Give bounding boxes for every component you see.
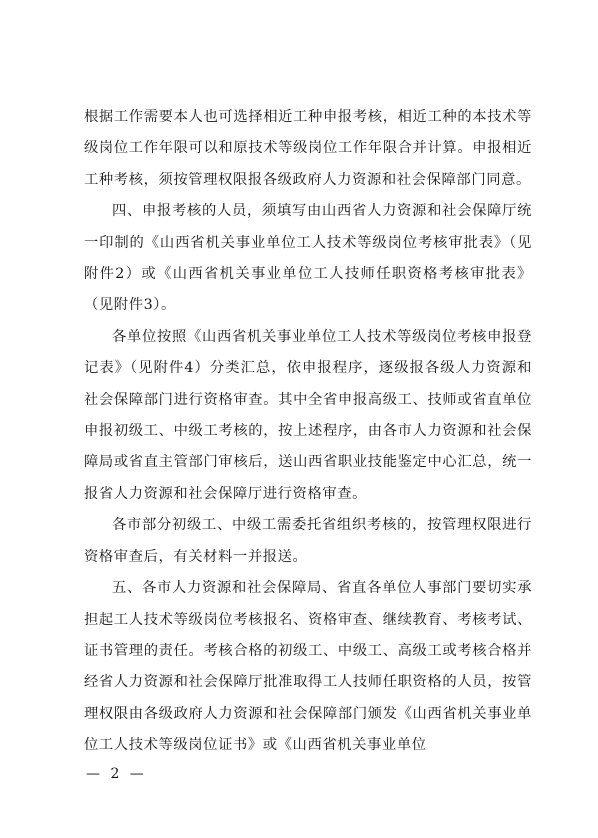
paragraph-item-five: 五、各市人力资源和社会保障局、省直各单位人事部门要切实承担起工人技术等级岗位考核报名、资格审查、继续教育、考核考试、证书管理的责任。考核合格的初级工、中级工、高级工或考核合格并经省人力资源和社会保障厅批准取得工人技师任职资格的人员，按管理权限由各级政府人力资源和社会保障部门颁发《山西省机关事业单位工人技术等级岗位证书》或《山西省机关事业单位: [84, 580, 532, 754]
paragraph-city-entrusted-exam: 各市部分初级工、中级工需委托省组织考核的，按管理权限进行资格审查后，有关材料一并报送。: [84, 517, 532, 565]
page-number: — 2 —: [86, 766, 147, 782]
paragraph-item-four: 四、申报考核的人员，须填写由山西省人力资源和社会保障厅统一印制的《山西省机关事业单位工人技术等级岗位考核审批表》（见附件2）或《山西省机关事业单位工人技师任职资格考核审批表》（见附件3）。: [84, 203, 532, 314]
paragraph-continuation: 根据工作需要本人也可选择相近工种申报考核，相近工种的本技术等级岗位工作年限可以和原技术等级岗位工作年限合并计算。申报相近工种考核，须按管理权限报各级政府人力资源和社会保障部门同意。: [84, 109, 532, 188]
paragraph-registration-summary: 各单位按照《山西省机关事业单位工人技术等级岗位考核申报登记表》（见附件4）分类汇总，依申报程序，逐级报各级人力资源和社会保障部门进行资格审查。其中全省申报高级工、技师或省直单位申报初级工、中级工考核的，按上述程序，由各市人力资源和社会保障局或省直主管部门审核后，送山西省职业技能鉴定中心汇总，统一报省人力资源和社会保障厅进行资格审查。: [84, 328, 532, 502]
document-body: [84, 102, 532, 762]
